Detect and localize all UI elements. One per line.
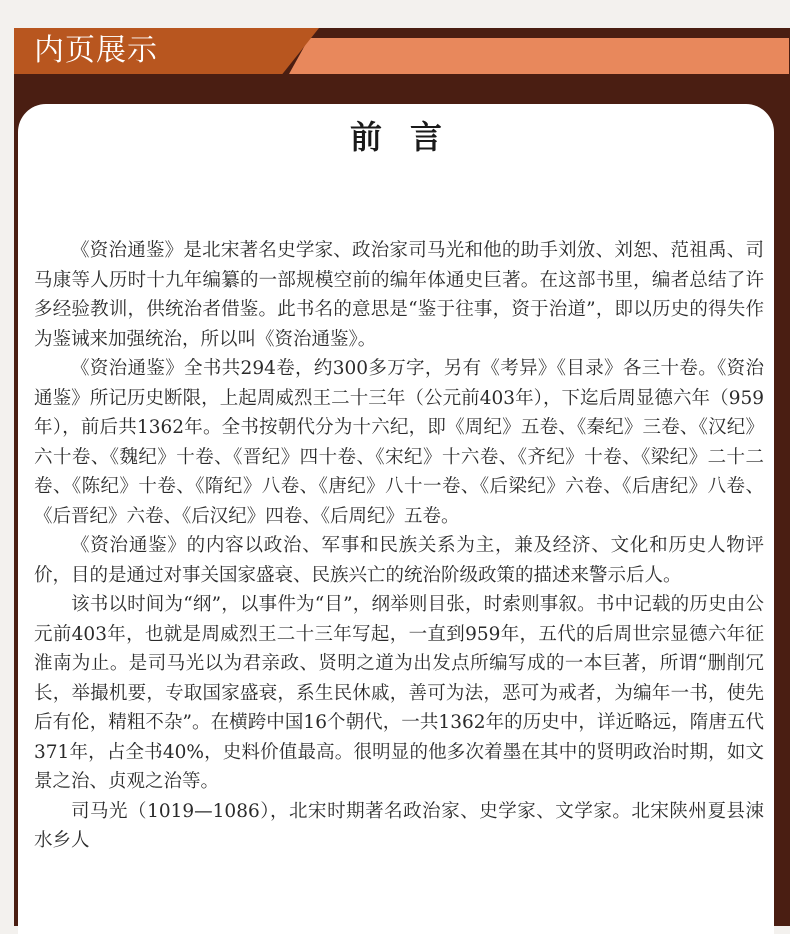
page-body <box>34 236 764 856</box>
paragraph: 司马光（1019—1086），北宋时期著名政治家、史学家、文学家。北宋陕州夏县涑水乡人 <box>34 800 764 851</box>
paragraph: 该书以时间为“纲”，以事件为“目”，纲举则目张，时索则事叙。书中记载的历史由公元前403年，也就是周威烈王二十三年写起，一直到959年，五代的后周世宗显德六年征淮南为止。是司马光以为君亲政、贤明之道为出发点所编写成的一本巨著，所谓“删削冗长，举撮机要，专取国家盛衰，系生民休戚，善可为法，恶可为戒者，为编年一书，使先后有伦，精粗不杂”。在横跨中国16个朝代，一共1362年的历史中，详近略远，隋唐五代371年，占全书40%，史料价值最高。很明显的他多次着墨在其中的贤明政治时期，如文景之治、贞观之治等。 <box>34 594 764 792</box>
paragraph: 《资治通鉴》是北宋著名史学家、政治家司马光和他的助手刘攽、刘恕、范祖禹、司马康等人历时十九年编纂的一部规模空前的编年体通史巨著。在这部书里，编者总结了许多经验教训，供统治者借鉴。此书名的意思是“鉴于往事，资于治道”，即以历史的得失作为鉴诫来加强统治，所以叫《资治通鉴》。 <box>34 240 764 350</box>
header-stripe <box>289 38 789 74</box>
section-header <box>14 28 776 74</box>
page-title: 前言 <box>349 118 470 156</box>
book-page <box>18 104 774 934</box>
paragraph: 《资治通鉴》全书共294卷，约300多万字，另有《考异》《目录》各三十卷。《资治通鉴》所记历史断限，上起周威烈王二十三年（公元前403年），下迄后周显德六年（959年），前后共1362年。全书按朝代分为十六纪，即《周纪》五卷、《秦纪》三卷、《汉纪》六十卷、《魏纪》十卷、《晋纪》四十卷、《宋纪》十六卷、《齐纪》十卷、《梁纪》二十二卷、《陈纪》十卷、《隋纪》八卷、《唐纪》八十一卷、《后梁纪》六卷、《后唐纪》八卷、《后晋纪》六卷、《后汉纪》四卷、《后周纪》五卷。 <box>34 358 764 527</box>
section-title: 内页展示 <box>34 33 158 68</box>
paragraph: 《资治通鉴》的内容以政治、军事和民族关系为主，兼及经济、文化和历史人物评价，目的是通过对事关国家盛衰、民族兴亡的统治阶级政策的描述来警示后人。 <box>34 535 764 586</box>
